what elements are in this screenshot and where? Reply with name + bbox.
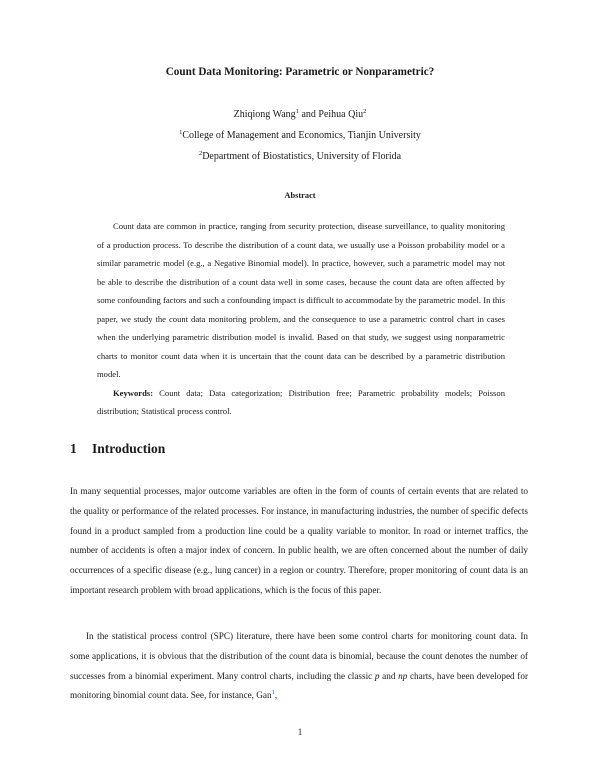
paper-title: Count Data Monitoring: Parametric or Nonparametric? [165, 66, 435, 78]
affiliation-mark: 2 [198, 150, 203, 157]
author-name: Peihua Qiu [318, 109, 364, 120]
keywords-text: Count data; Data categorization; Distribution free; Parametric probability models; Poisson distribution; Statistical process control. [97, 387, 505, 416]
abstract-text: Count data are common in practice, ranging from security protection, disease surveillance, to quality monitoring of a production process. To describe the distribution of a count data, we usually use a Poisson probability model or a similar parametric model (e.g., a Negative Binomial model). In practice, however, such a parametric model may not be able to describe the distribution of a count data well in some cases, because the count data are often affected by some confounding factors and such a confounding impact is difficult to accommodate by the parametric model. In this paper, we study the count data monitoring problem, and the consequence to use a parametric control chart in cases when the underlying parametric distribution model is invalid. Based on that study, we suggest using nonparametric charts to monitor count data when it is uncertain that the count data can be described by a parametric distribution model. [97, 221, 505, 379]
abstract-heading: Abstract [284, 191, 316, 200]
affiliation-mark: 1 [295, 108, 299, 115]
citation-link[interactable]: 1 [271, 689, 275, 697]
affiliation-1 [0, 130, 600, 141]
math-p: p [374, 670, 380, 681]
author-separator: and [298, 109, 319, 120]
abstract-block [97, 217, 505, 421]
paragraph [70, 482, 528, 601]
paragraph-text: , [274, 690, 278, 701]
keywords [97, 384, 505, 421]
paragraph [70, 627, 528, 706]
affiliation-mark: 1 [179, 129, 183, 136]
author-name: Zhiqiong Wang [233, 109, 296, 120]
author-line [0, 109, 600, 120]
paragraph-text: In many sequential processes, major outcome variables are often in the form of counts of certain events that are related to the quality or performance of the related processes. For instance, in manufacturing industries, the number of specific defects found in a product sampled from a production line could be a quality variable to monitor. In road or internet traffics, the number of accidents is often a major index of concern. In public health, we are often concerned about the number of daily occurrences of a specific disease (e.g., lung cancer) in a region or country. Therefore, proper monitoring of count data is an important research problem with broad applications, which is the focus of this paper. [70, 486, 528, 595]
section-heading [70, 441, 165, 457]
math-np: np [398, 670, 408, 681]
affiliation-text: Department of Biostatistics, University of Florida [202, 151, 402, 162]
affiliation-mark: 2 [363, 108, 367, 115]
keywords-label: Keywords: [113, 387, 154, 398]
page-number: 1 [297, 727, 303, 737]
affiliation-text: College of Management and Economics, Tianjin University [182, 130, 421, 141]
affiliation-2 [0, 151, 600, 162]
paragraph-text: charts, have been developed for monitoring binomial count data. See, for instance, Gan [70, 670, 529, 701]
paragraph-text: In the statistical process control (SPC) literature, there have been some control charts for monitoring count data. In some applications, it is obvious that the distribution of the count data is binomial, because the count denotes the number of successes from a binomial experiment. Many control charts, including the classic [70, 631, 528, 681]
paragraph-text: and [379, 670, 399, 681]
section-title: Introduction [92, 441, 166, 456]
section-number: 1 [70, 441, 77, 456]
